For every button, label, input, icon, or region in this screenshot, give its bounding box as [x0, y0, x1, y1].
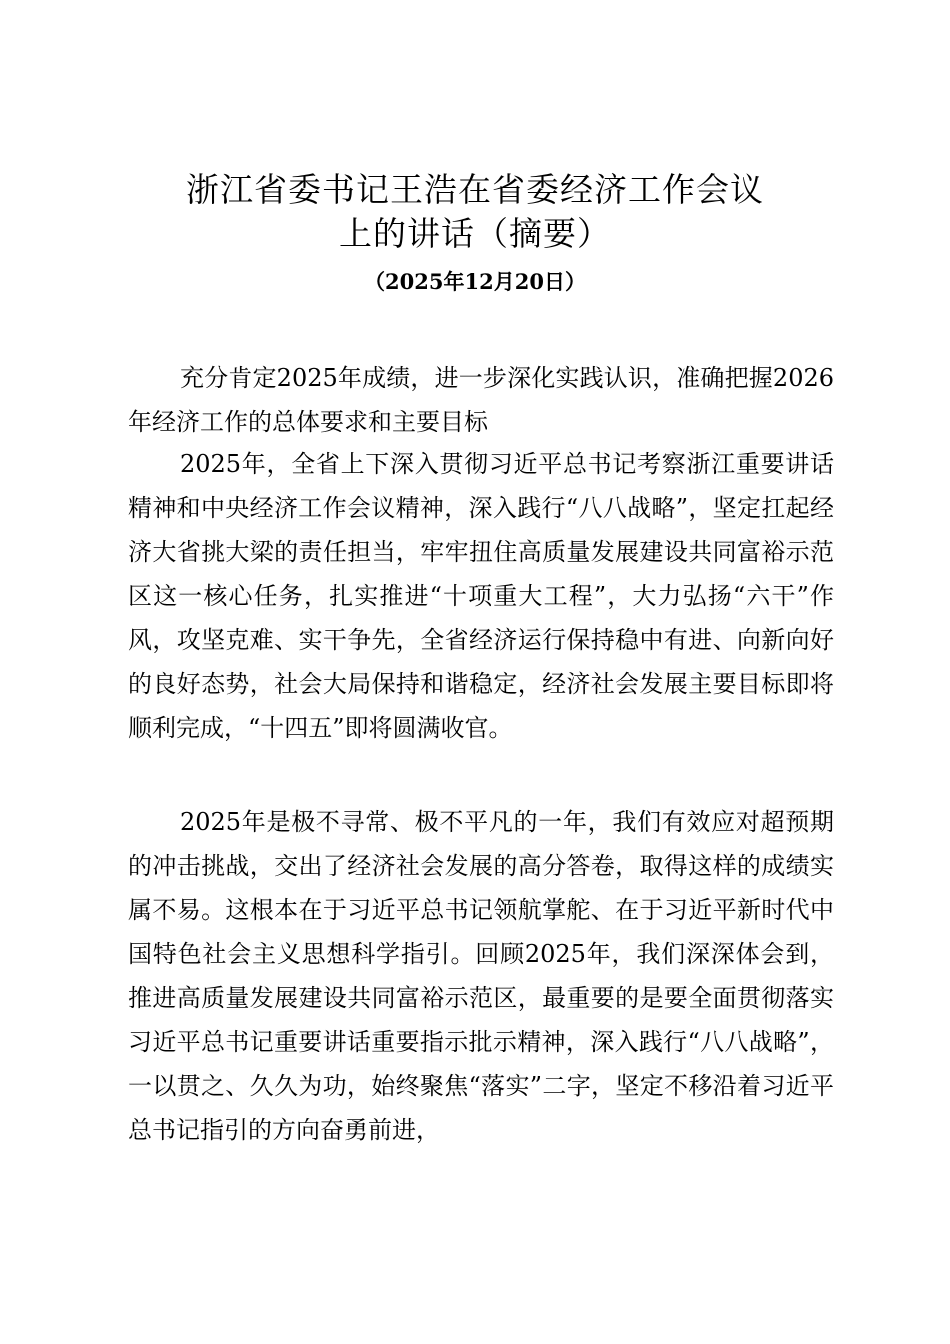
document-date: （2025年12月20日）	[364, 269, 586, 294]
body-paragraph-1: 2025年，全省上下深入贯彻习近平总书记考察浙江重要讲话精神和中央经济工作会议精神，深入践行“八八战略”，坚定扛起经济大省挑大梁的责任担当，牢牢扭住高质量发展建设共同富裕示范区这一核心任务，扎实推进“十项重大工程”，大力弘扬“六干”作风，攻坚克难、实干争先，全省经济运行保持稳中有进、向新向好的良好态势，社会大局保持和谐稳定，经济社会发展主要目标即将顺利完成，“十四五”即将圆满收官。	[128, 450, 834, 742]
document-title-line-1: 浙江省委书记王浩在省委经济工作会议	[186, 170, 764, 209]
body-paragraph-2: 2025年是极不寻常、极不平凡的一年，我们有效应对超预期的冲击挑战，交出了经济社会发展的高分答卷，取得这样的成绩实属不易。这根本在于习近平总书记领航掌舵、在于习近平新时代中国特色社会主义思想科学指引。回顾2025年，我们深深体会到，推进高质量发展建设共同富裕示范区，最重要的是要全面贯彻落实习近平总书记重要讲话重要指示批示精神，深入践行“八八战略”，一以贯之、久久为功，始终聚焦“落实”二字，坚定不移沿着习近平总书记指引的方向奋勇前进，	[128, 808, 834, 1144]
document-title-line-2: 上的讲话（摘要）	[339, 214, 611, 253]
section-heading: 充分肯定2025年成绩，进一步深化实践认识，准确把握2026年经济工作的总体要求和主要目标	[128, 364, 834, 436]
